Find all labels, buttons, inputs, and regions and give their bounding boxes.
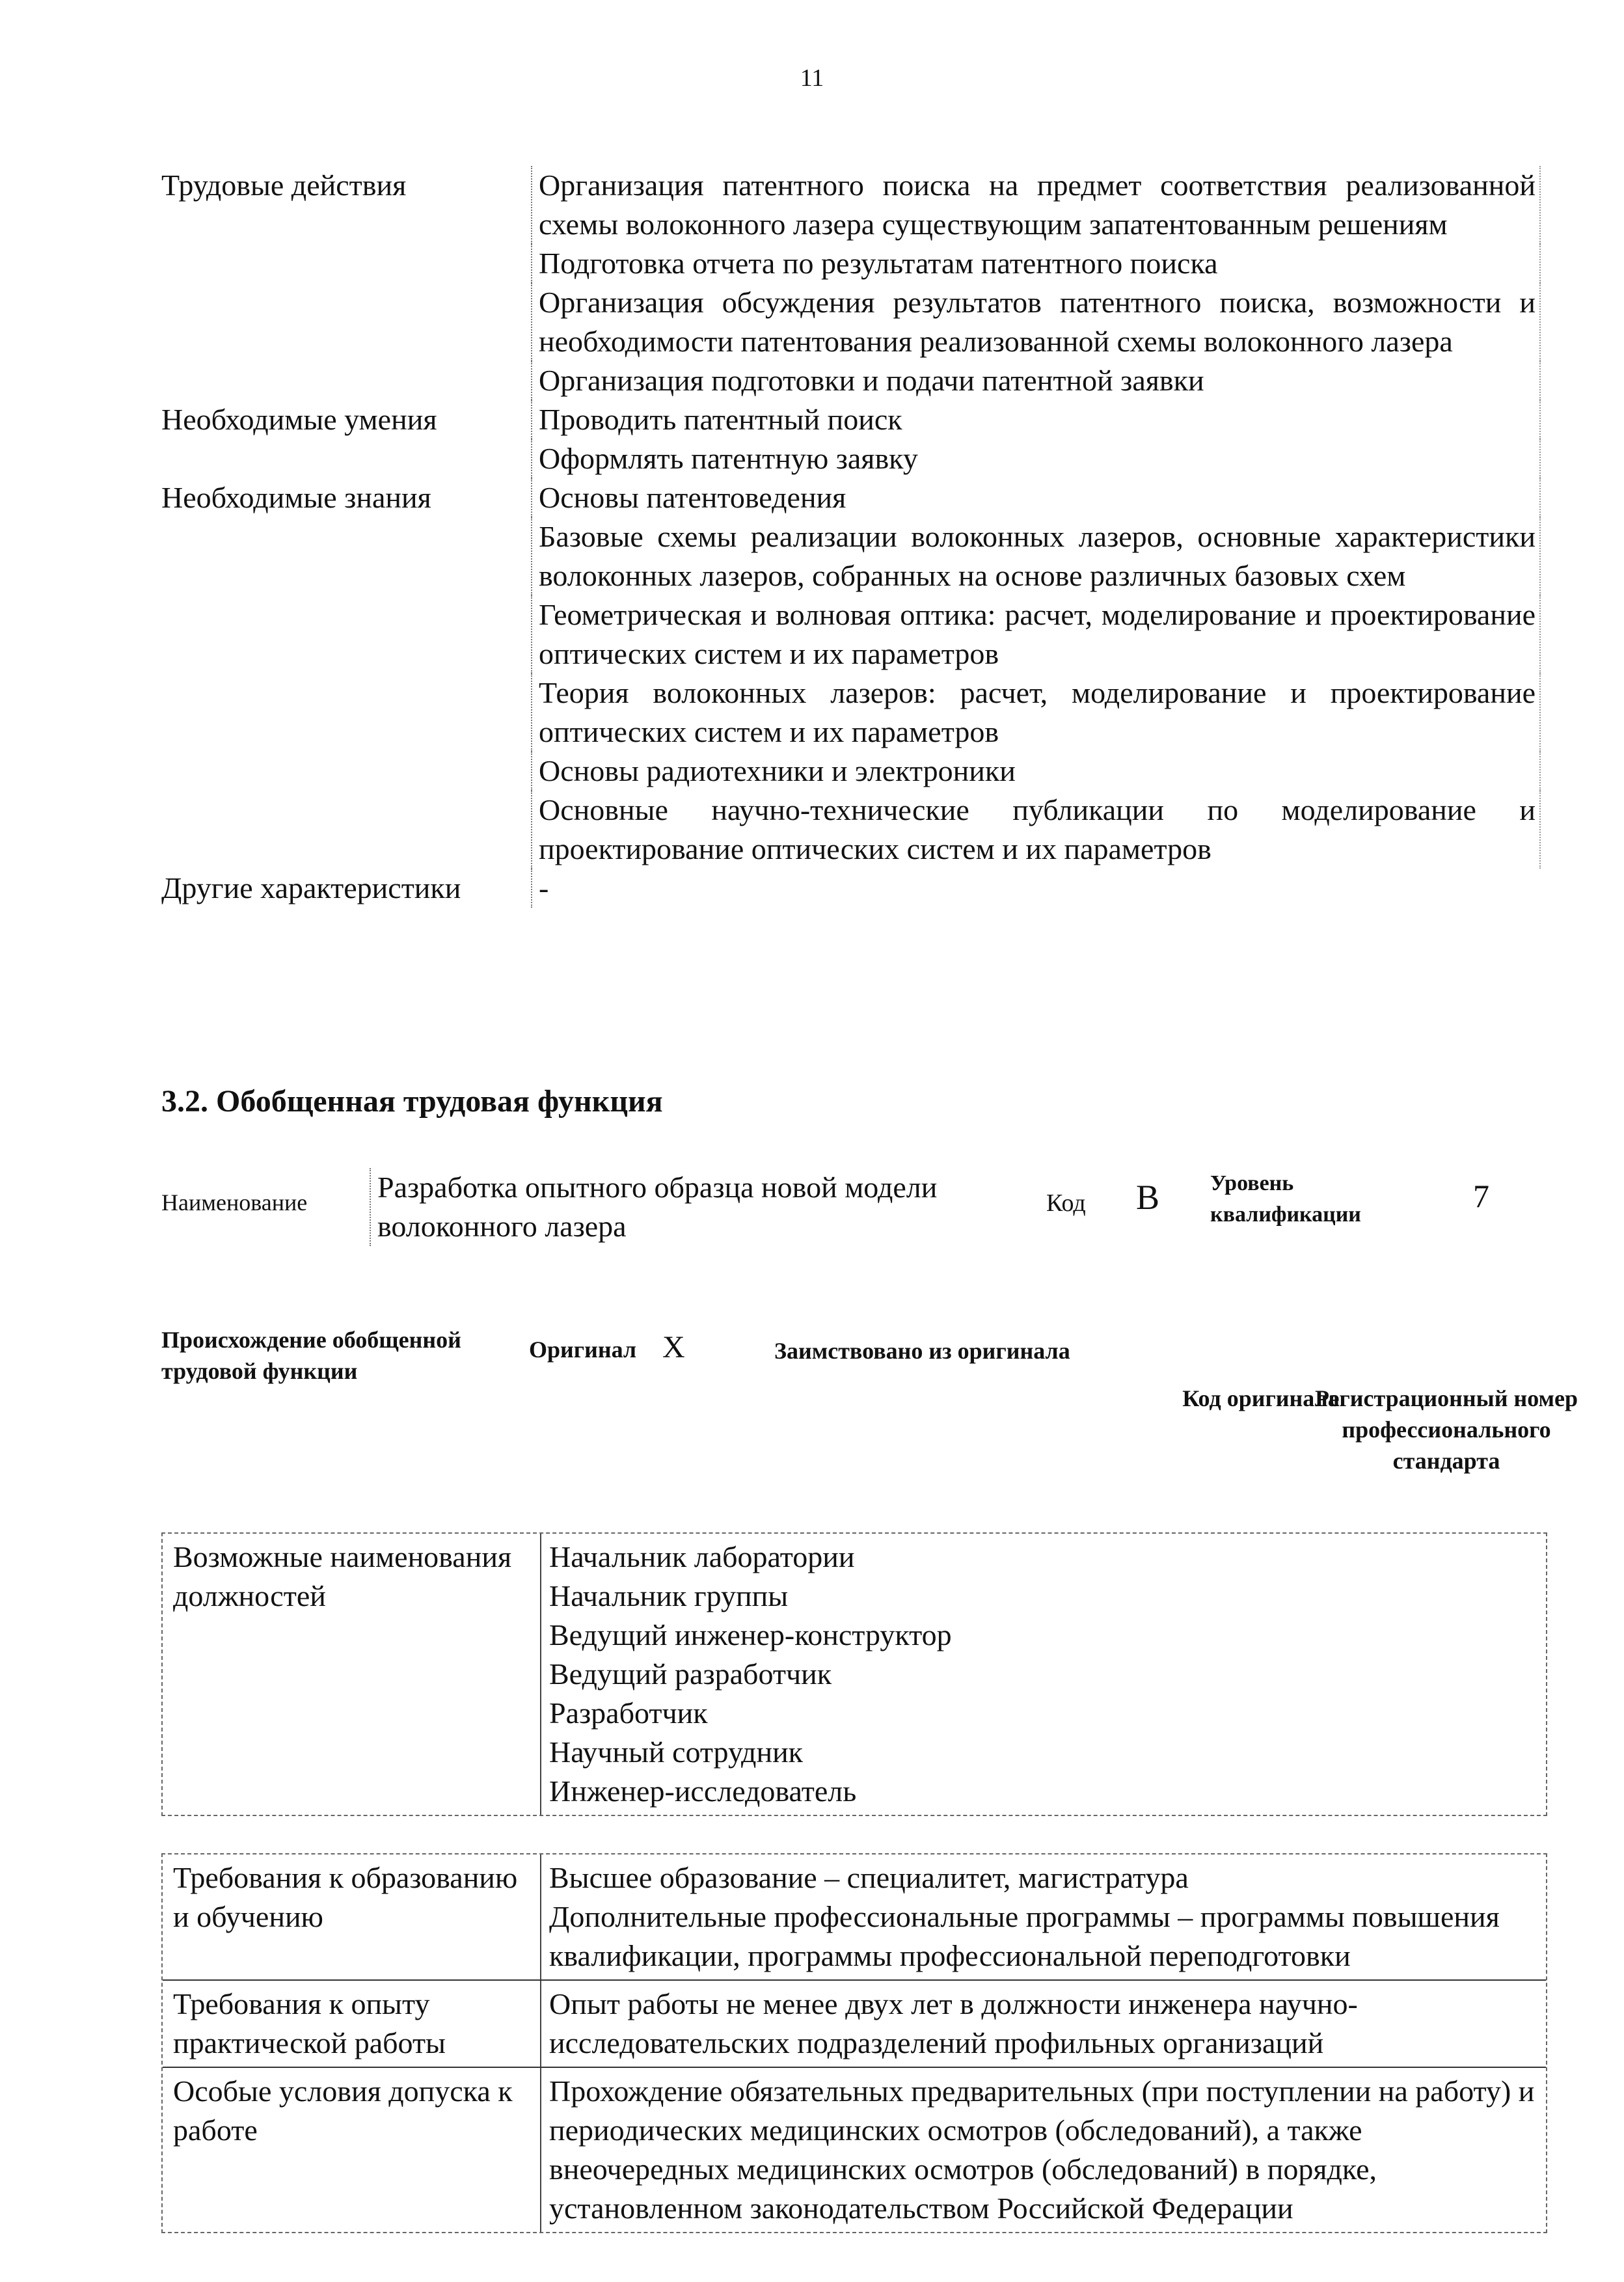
positions-table	[161, 1532, 1547, 1816]
kv-values	[531, 166, 1541, 400]
positions-row	[163, 1534, 1546, 1815]
position-item: Начальник лаборатории	[549, 1540, 855, 1573]
kv-row-knowledge	[161, 478, 1541, 869]
requirement-values	[541, 2068, 1546, 2232]
kv-item: Основы радиотехники и электроники	[531, 752, 1541, 791]
positions-values	[541, 1534, 1546, 1815]
code-label: Код	[1046, 1189, 1086, 1217]
position-item: Инженер-исследователь	[549, 1774, 857, 1808]
kv-item: Теория волоконных лазеров: расчет, моделирование и проектирование оптических систем и их параметров	[531, 673, 1541, 752]
page-number: 11	[800, 64, 824, 92]
origin-block	[161, 1324, 1578, 1519]
kv-label: Другие характеристики	[161, 871, 461, 904]
level-label: Уровень квалификации	[1210, 1171, 1361, 1227]
requirement-values	[541, 1854, 1546, 1979]
function-name-block	[161, 1168, 1541, 1266]
requirement-item: Опыт работы не менее двух лет в должности инженера научно-исследовательских подразделений профильных организаций	[549, 1987, 1358, 2059]
registration-number-label: Регистрационный номер профессионального стандарта	[1314, 1385, 1578, 1474]
borrowed-label: Заимствовано из оригинала	[774, 1338, 1070, 1364]
requirement-item: Высшее образование – специалитет, магистратура	[549, 1861, 1189, 1894]
kv-item: Проводить патентный поиск	[531, 400, 1541, 439]
requirement-label: Требования к опыту практической работы	[163, 1981, 541, 2067]
kv-label: Необходимые знания	[161, 481, 431, 514]
position-item: Научный сотрудник	[549, 1735, 804, 1769]
section-title: 3.2. Обобщенная трудовая функция	[161, 1084, 663, 1119]
kv-label: Трудовые действия	[161, 169, 407, 202]
requirement-item: Прохождение обязательных предварительных (при поступлении на работу) и периодических медицинских осмотров (обследований), а также внеочередных медицинских осмотров (обследований) в порядке, установленном законодательством Российской Федерации	[549, 2074, 1535, 2225]
kv-item: Организация обсуждения результатов патентного поиска, возможности и необходимости патентования реализованной схемы волоконного лазера	[531, 283, 1541, 361]
kv-item: Геометрическая и волновая оптика: расчет, моделирование и проектирование оптических систем и их параметров	[531, 595, 1541, 673]
position-item: Разработчик	[549, 1696, 708, 1730]
name-label: Наименование	[161, 1189, 308, 1216]
positions-label: Возможные наименования должностей	[163, 1534, 541, 1815]
kv-item: Основные научно-технические публикации по моделирование и проектирование оптических систем и их параметров	[531, 791, 1541, 869]
position-item: Ведущий инженер-конструктор	[549, 1618, 952, 1651]
kv-row-other	[161, 869, 1541, 908]
original-label: Оригинал	[529, 1337, 637, 1363]
requirement-label: Особые условия допуска к работе	[163, 2068, 541, 2232]
kv-values	[531, 869, 1541, 908]
requirements-table	[161, 1853, 1547, 2233]
kv-item: Основы патентоведения	[531, 478, 1541, 517]
kv-row-labor-actions	[161, 166, 1541, 400]
kv-values	[531, 478, 1541, 869]
kv-item: -	[531, 869, 1541, 908]
origin-label: Происхождение обобщенной трудовой функции	[161, 1327, 461, 1384]
name-value: Разработка опытного образца новой модели волоконного лазера	[370, 1168, 1054, 1246]
requirement-row-education	[163, 1854, 1546, 1979]
kv-values	[531, 400, 1541, 478]
kv-item: Подготовка отчета по результатам патентного поиска	[531, 244, 1541, 283]
kv-row-skills	[161, 400, 1541, 478]
requirement-values	[541, 1981, 1546, 2067]
kv-item: Организация подготовки и подачи патентной заявки	[531, 361, 1541, 400]
previous-section-table	[161, 166, 1541, 908]
requirement-row-special-conditions	[163, 2067, 1546, 2232]
requirement-label: Требования к образованию и обучению	[163, 1854, 541, 1979]
original-mark: X	[662, 1330, 685, 1365]
requirement-item: Дополнительные профессиональные программы – программы повышения квалификации, программы профессиональной переподготовки	[549, 1900, 1500, 1972]
kv-label: Необходимые умения	[161, 403, 437, 436]
position-item: Начальник группы	[549, 1579, 789, 1612]
position-item: Ведущий разработчик	[549, 1657, 832, 1691]
original-code-label: Код оригинала	[1182, 1385, 1340, 1411]
level-value: 7	[1473, 1178, 1489, 1214]
kv-item: Оформлять патентную заявку	[531, 439, 1541, 478]
requirement-row-experience	[163, 1979, 1546, 2067]
code-value: B	[1136, 1178, 1160, 1217]
kv-item: Организация патентного поиска на предмет соответствия реализованной схемы волоконного лазера существующим запатентованным решениям	[531, 166, 1541, 244]
kv-item: Базовые схемы реализации волоконных лазеров, основные характеристики волоконных лазеров, собранных на основе различных базовых схем	[531, 517, 1541, 595]
